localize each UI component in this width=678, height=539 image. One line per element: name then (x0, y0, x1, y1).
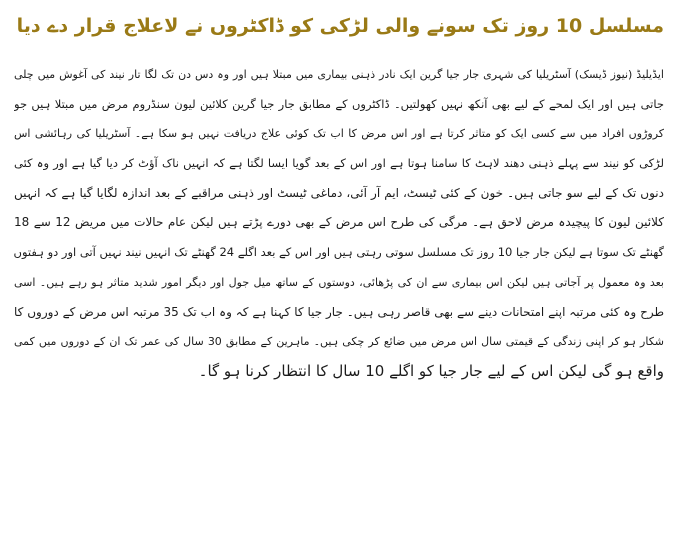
article-line: کلائین لیون کا پیچیدہ مرض لاحق ہے۔ مرگی کی طرح اس مرض کے بھی دورے پڑتے ہیں لیکن عام حالات میں مریض 12 سے 18 (14, 215, 664, 230)
article-line: ایڈیلیڈ (نیوز ڈیسک) آسٹریلیا کی شہری جار جیا گرین ایک نادر ذہنی بیماری میں مبتلا ہیں اور وہ دس دن تک لگا تار نیند کی آغوش میں چلی (14, 68, 664, 81)
article-line: واقع ہو گی لیکن اس کے لیے جار جیا کو اگلے 10 سال کا انتظار کرنا ہو گا۔ (198, 361, 664, 380)
article-body (14, 60, 664, 387)
article-line: جاتی ہیں اور ایک لمحے کے لیے بھی آنکھ نہیں کھولتیں۔ ڈاکٹروں کے مطابق جار جیا گرین کلائین لیون سنڈروم مرض میں مبتلا ہیں جو (14, 96, 664, 111)
article-line: شکار ہو کر اپنی زندگی کے قیمتی سال اس مرض میں ضائع کر چکی ہیں۔ ماہرین کے مطابق 30 سال کی عمر تک ان کے دوروں میں کمی (14, 335, 664, 349)
article-line: لڑکی کو نیند سے پہلے ذہنی دھند لاہٹ کا سامنا ہوتا ہے اور اس کے بعد گویا ایسا لگتا ہے کہ انہیں ناک آؤٹ کر دیا گیا ہے اور وہ کئی (14, 156, 664, 171)
article-line: کروڑوں افراد میں سے کسی ایک کو متاثر کرتا ہے اور اس مرض کا اب تک کوئی علاج دریافت نہیں ہو سکا ہے۔ آسٹریلیا کی رہائشی اس (14, 127, 664, 141)
article-headline: مسلسل 10 روز تک سونے والی لڑکی کو ڈاکٹروں نے لاعلاج قرار دے دیا (16, 15, 664, 37)
article-line: دنوں تک کے لیے سو جاتی ہیں۔ خون کے کئی ٹیسٹ، ایم آر آئی، دماغی ٹیسٹ اور ذہنی مراقبے کے بعد اندازہ لگایا گیا ہے کہ انہیں (14, 185, 664, 200)
article-line: بعد وہ معمول پر آجاتی ہیں لیکن اس بیماری سے ان کی پڑھائی، دوستوں کے ساتھ میل جول اور دیگر امور شدید متاثر ہو رہے ہیں۔ اسی (14, 275, 664, 289)
article-line: گھنٹے تک سوتا ہے لیکن جار جیا 10 روز تک مسلسل سوتی رہتی ہیں اور اس کے بعد اگلے 24 گھنٹے تک انہیں نیند نہیں آتی اور دو ہفتوں (14, 245, 664, 260)
article-line: طرح وہ کئی مرتبہ اپنے امتحانات دینے سے بھی قاصر رہی ہیں۔ جار جیا کا کہنا ہے کہ وہ اب تک 35 مرتبہ اس مرض کے دوروں کا (14, 304, 664, 319)
